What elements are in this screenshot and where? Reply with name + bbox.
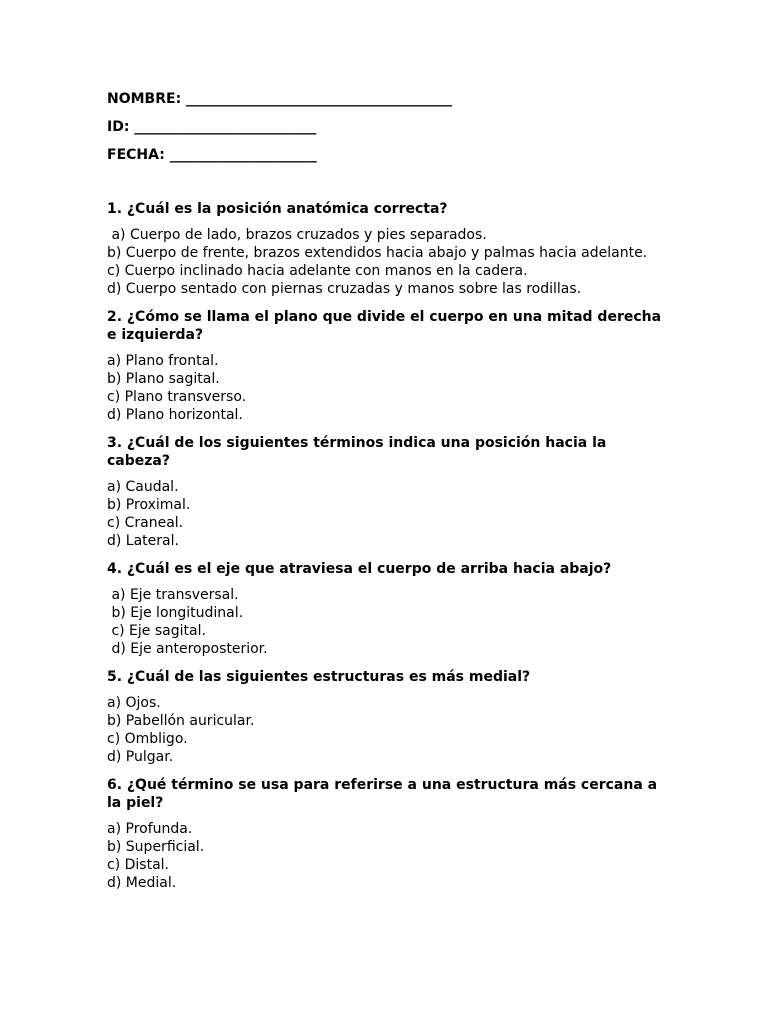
option-list	[107, 478, 667, 550]
option-b: b) Superficial.	[107, 839, 205, 855]
question-3	[107, 434, 667, 550]
fecha-blank: _____________________	[169, 147, 317, 163]
option-c: c) Ombligo.	[107, 731, 188, 747]
option-a: a) Eje transversal.	[107, 587, 239, 603]
option-d: d) Lateral.	[107, 533, 179, 549]
option-list	[107, 226, 667, 298]
student-info-header	[107, 88, 667, 166]
option-d: d) Cuerpo sentado con piernas cruzadas y manos sobre las rodillas.	[107, 281, 582, 297]
option-c: c) Eje sagital.	[107, 623, 206, 639]
option-b: b) Proximal.	[107, 497, 191, 513]
option-c: c) Craneal.	[107, 515, 184, 531]
option-c: c) Distal.	[107, 857, 169, 873]
option-b: b) Plano sagital.	[107, 371, 220, 387]
option-a: a) Ojos.	[107, 695, 161, 711]
fecha-label: FECHA:	[107, 147, 165, 163]
option-d: d) Plano horizontal.	[107, 407, 243, 423]
option-list	[107, 694, 667, 766]
question-6	[107, 776, 667, 892]
option-b: b) Cuerpo de frente, brazos extendidos hacia abajo y palmas hacia adelante.	[107, 245, 648, 261]
option-c: c) Cuerpo inclinado hacia adelante con manos en la cadera.	[107, 263, 528, 279]
option-c: c) Plano transverso.	[107, 389, 247, 405]
option-b: b) Eje longitudinal.	[107, 605, 244, 621]
option-list	[107, 352, 667, 424]
option-a: a) Plano frontal.	[107, 353, 219, 369]
question-text: 1. ¿Cuál es la posición anatómica correcta?	[107, 201, 448, 217]
question-text: 5. ¿Cuál de las siguientes estructuras es más medial?	[107, 669, 531, 685]
option-a: a) Caudal.	[107, 479, 179, 495]
question-text: 2. ¿Cómo se llama el plano que divide el cuerpo en una mitad derecha e izquierda?	[107, 309, 662, 343]
id-label: ID:	[107, 119, 130, 135]
quiz-page	[107, 88, 667, 902]
nombre-label: NOMBRE:	[107, 91, 182, 107]
question-5	[107, 668, 667, 766]
option-d: d) Pulgar.	[107, 749, 174, 765]
option-a: a) Cuerpo de lado, brazos cruzados y pies separados.	[107, 227, 487, 243]
nombre-blank: ______________________________________	[186, 91, 453, 107]
nombre-line	[107, 88, 667, 110]
question-text: 4. ¿Cuál es el eje que atraviesa el cuerpo de arriba hacia abajo?	[107, 561, 612, 577]
option-a: a) Profunda.	[107, 821, 193, 837]
question-2	[107, 308, 667, 424]
question-text: 6. ¿Qué término se usa para referirse a una estructura más cercana a la piel?	[107, 777, 658, 811]
option-d: d) Medial.	[107, 875, 177, 891]
option-list	[107, 820, 667, 892]
id-line	[107, 116, 667, 138]
question-4	[107, 560, 667, 658]
option-b: b) Pabellón auricular.	[107, 713, 255, 729]
question-list	[107, 200, 667, 892]
question-text: 3. ¿Cuál de los siguientes términos indica una posición hacia la cabeza?	[107, 435, 607, 469]
id-blank: __________________________	[134, 119, 317, 135]
question-1	[107, 200, 667, 298]
option-d: d) Eje anteroposterior.	[107, 641, 268, 657]
option-list	[107, 586, 667, 658]
fecha-line	[107, 144, 667, 166]
